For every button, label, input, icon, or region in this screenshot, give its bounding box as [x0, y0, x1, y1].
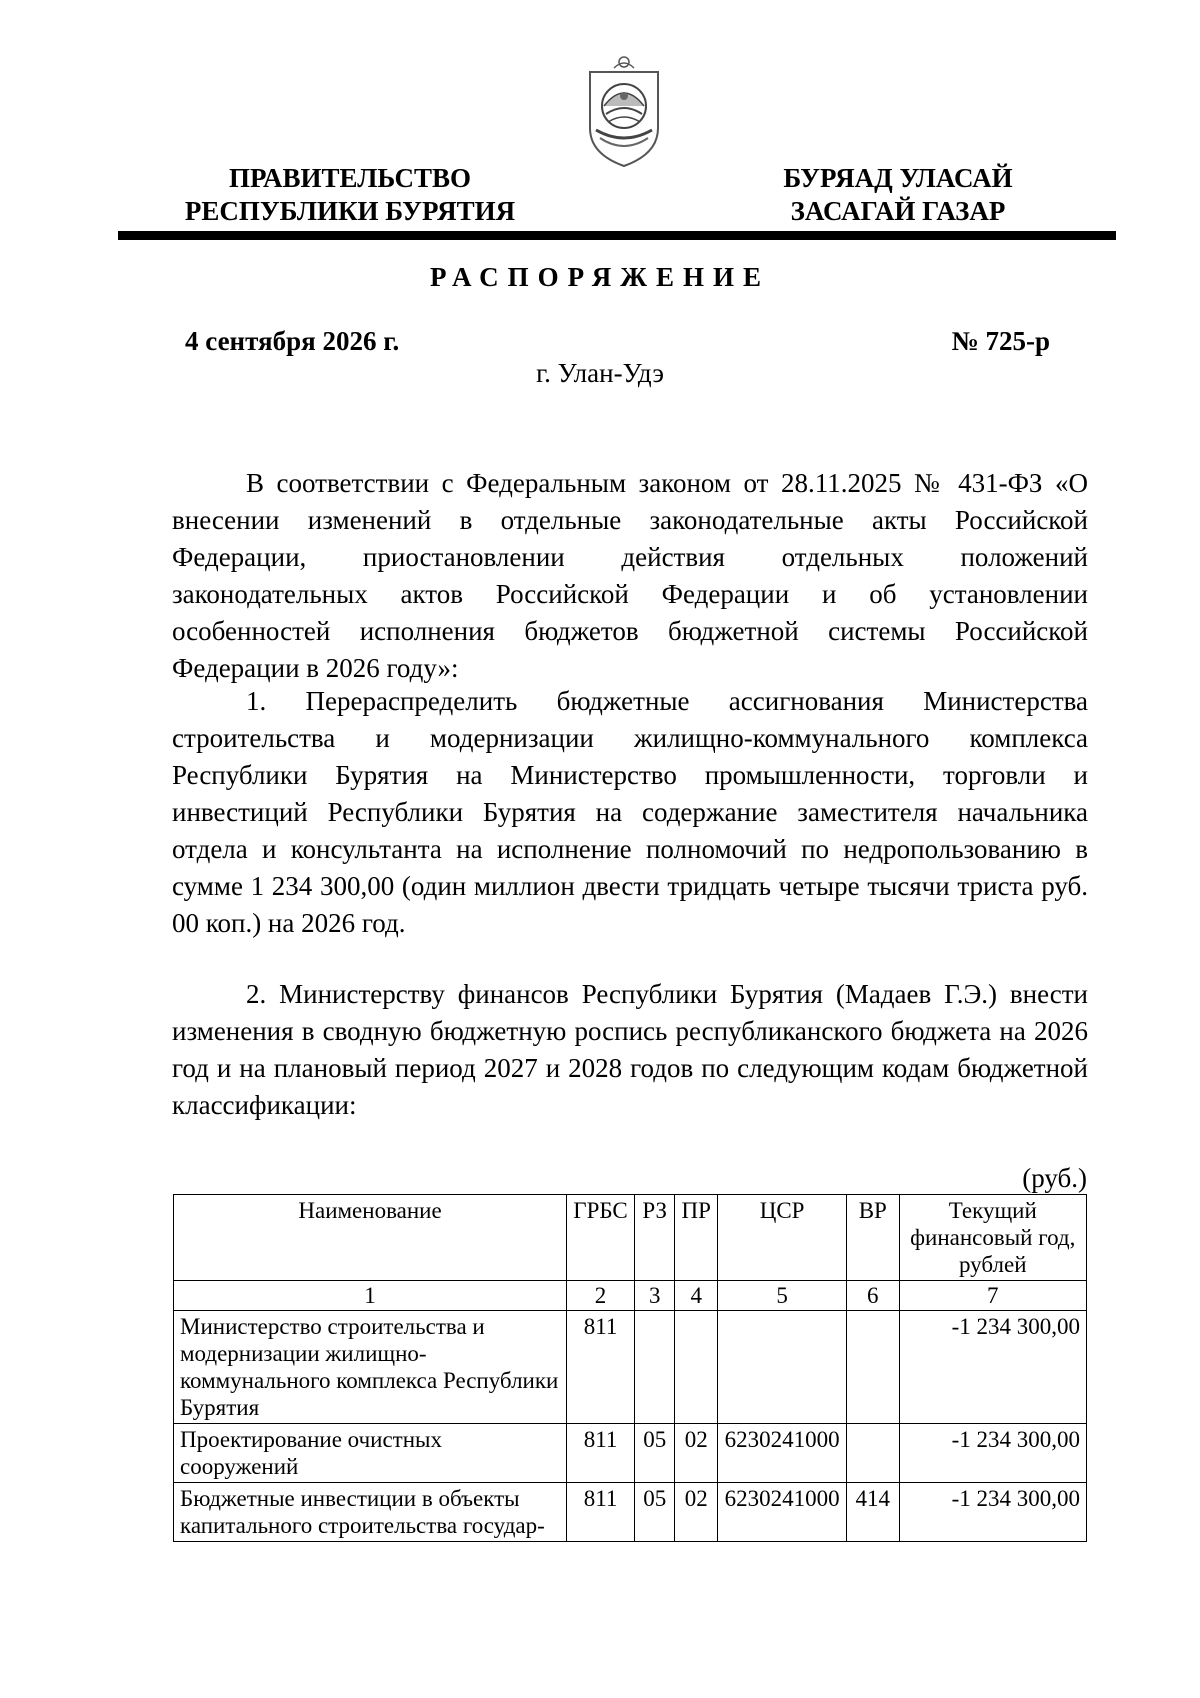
table-row: [174, 1424, 1087, 1483]
header-grbs: ГРБС: [567, 1195, 635, 1281]
row-name: Проектирование очистных сооружений: [174, 1424, 567, 1483]
row-csr: 6230241000: [718, 1483, 847, 1542]
table-row: [174, 1483, 1087, 1542]
header-right-line2: ЗАСАГАЙ ГАЗАР: [790, 196, 1006, 226]
row-name: Бюджетные инвестиции в объекты капитального строительства государ-: [174, 1483, 567, 1542]
header-pr: ПР: [675, 1195, 718, 1281]
row-sum: -1 234 300,00: [899, 1311, 1087, 1424]
row-csr: [718, 1311, 847, 1424]
row-pr: [675, 1311, 718, 1424]
table-unit-label: (руб.): [1022, 1163, 1087, 1193]
column-number: 3: [635, 1281, 675, 1311]
item-2-paragraph: 2. Министерству финансов Республики Бурятия (Мадаев Г.Э.) внести изменения в сводную бюджетную роспись республиканского бюджета на 2026 год и на плановый период 2027 и 2028 годов по следующим кодам бюджетной классификации:: [172, 979, 1088, 1120]
column-number: 5: [718, 1281, 847, 1311]
header-vr: ВР: [847, 1195, 899, 1281]
document-number: № 725-р: [951, 326, 1050, 356]
header-rz: РЗ: [635, 1195, 675, 1281]
header-right-line1: БУРЯАД УЛАСАЙ: [783, 163, 1013, 193]
header-left-line2: РЕСПУБЛИКИ БУРЯТИЯ: [184, 196, 516, 226]
column-number-row: [174, 1281, 1087, 1311]
row-csr: 6230241000: [718, 1424, 847, 1483]
header-left-line1: ПРАВИТЕЛЬСТВО: [228, 163, 472, 193]
row-pr: 02: [675, 1424, 718, 1483]
document-type: РАСПОРЯЖЕНИЕ: [429, 262, 771, 292]
document-date: 4 сентября 2026 г.: [185, 326, 400, 356]
document-city: г. Улан-Удэ: [536, 358, 664, 388]
row-grbs: 811: [567, 1311, 635, 1424]
column-number: 6: [847, 1281, 899, 1311]
header-sum: Текущий финансовый год, рублей: [899, 1195, 1087, 1281]
column-number: 1: [174, 1281, 567, 1311]
preamble-paragraph: В соответствии с Федеральным законом от 28.11.2025 № 431-ФЗ «О внесении изменений в отдельные законодательные акты Российской Федерации, приостановлении действия отдельных положений законодательных актов Российской Федерации и об установлении особенностей исполнения бюджетов бюджетной системы Российской Федерации в 2026 году»:: [172, 468, 1088, 683]
row-rz: 05: [635, 1424, 675, 1483]
row-name: Министерство строительства и модернизации жилищно-коммунального комплекса Республики Бурятия: [174, 1311, 567, 1424]
row-grbs: 811: [567, 1424, 635, 1483]
column-number: 4: [675, 1281, 718, 1311]
header-right: [748, 162, 1048, 228]
header-name: Наименование: [174, 1195, 567, 1281]
row-vr: [847, 1424, 899, 1483]
column-number: 2: [567, 1281, 635, 1311]
header-csr: ЦСР: [718, 1195, 847, 1281]
row-sum: -1 234 300,00: [899, 1483, 1087, 1542]
header-left: [160, 162, 540, 228]
row-pr: 02: [675, 1483, 718, 1542]
row-grbs: 811: [567, 1483, 635, 1542]
row-vr: [847, 1311, 899, 1424]
coat-of-arms-icon: [584, 50, 664, 170]
table-header-row: [174, 1195, 1087, 1281]
budget-table: [173, 1194, 1087, 1542]
item-1-paragraph: 1. Перераспределить бюджетные ассигнования Министерства строительства и модернизации жилищно-коммунального комплекса Республики Бурятия на Министерство промышленности, торговли и инвестиций Республики Бурятия на содержание заместителя начальника отдела и консультанта на исполнение полномочий по недропользованию в сумме 1 234 300,00 (один миллион двести тридцать четыре тысячи триста руб. 00 коп.) на 2026 год.: [172, 686, 1088, 938]
row-vr: 414: [847, 1483, 899, 1542]
header-divider: [118, 231, 1116, 240]
row-rz: [635, 1311, 675, 1424]
row-sum: -1 234 300,00: [899, 1424, 1087, 1483]
table-row: [174, 1311, 1087, 1424]
column-number: 7: [899, 1281, 1087, 1311]
row-rz: 05: [635, 1483, 675, 1542]
